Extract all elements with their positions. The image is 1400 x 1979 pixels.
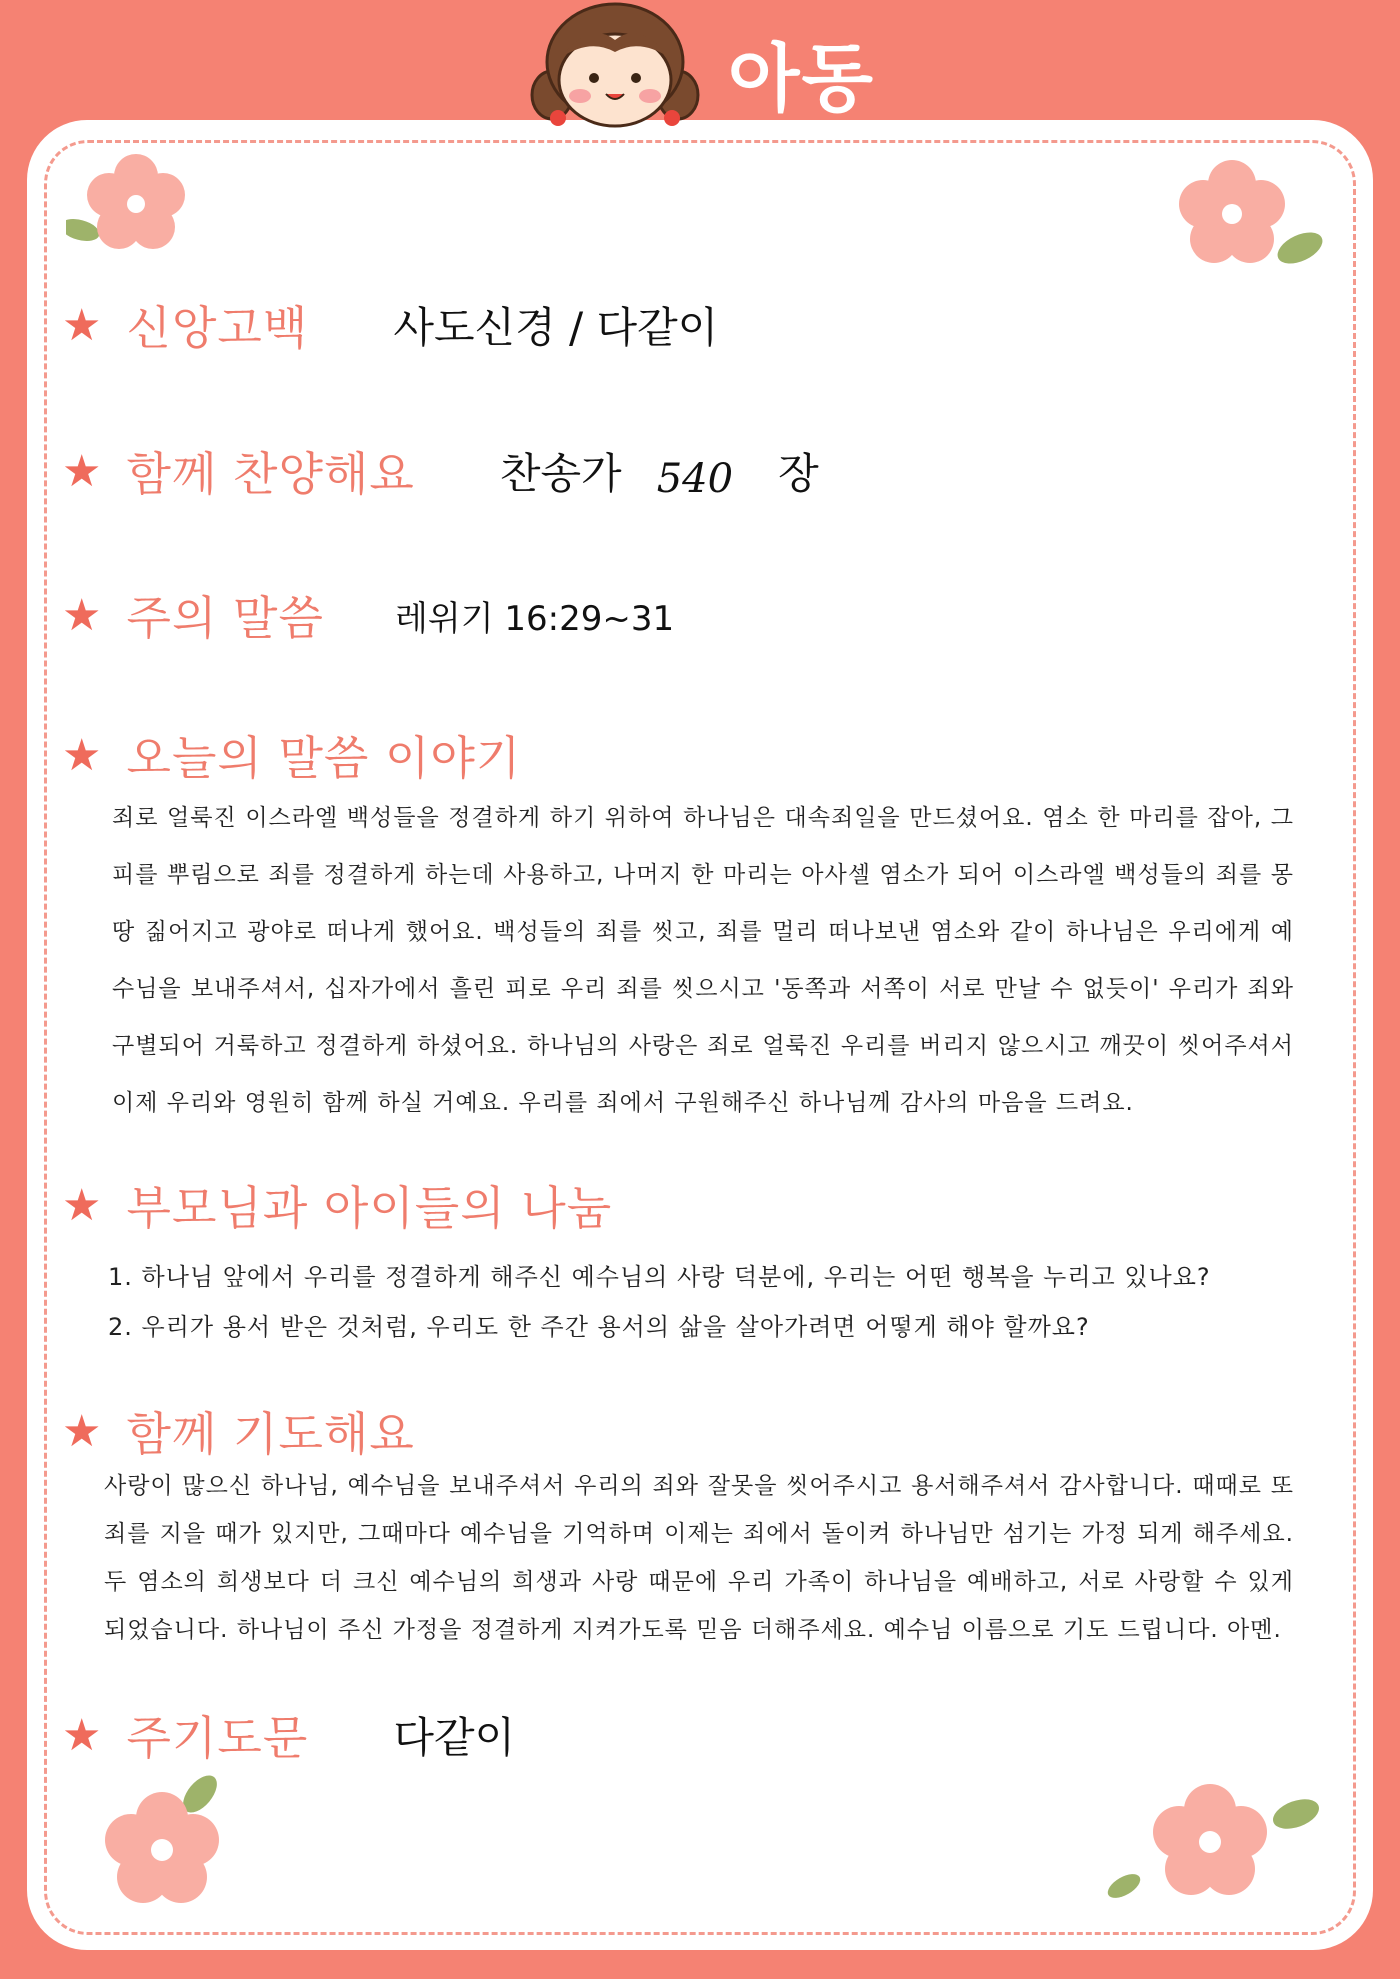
flower-icon <box>88 1768 258 1908</box>
star-icon: ★ <box>62 1709 102 1761</box>
flower-icon <box>1160 152 1330 272</box>
star-icon: ★ <box>62 299 102 351</box>
hymn-suffix: 장 <box>778 449 819 498</box>
section-heading: 함께 기도해요 <box>126 1407 415 1461</box>
section-heading: 함께 찬양해요 <box>126 447 415 501</box>
page-title: 아동 <box>728 36 875 122</box>
star-icon: ★ <box>62 589 102 641</box>
section-scripture <box>62 582 674 648</box>
section-heading: 주기도문 <box>126 1711 309 1765</box>
section-heading: 주의 말씀 <box>126 591 324 645</box>
sharing-questions <box>108 1252 1211 1352</box>
section-heading: 오늘의 말씀 이야기 <box>126 731 522 785</box>
section-hymn <box>62 438 819 504</box>
section-sharing <box>62 1172 612 1238</box>
flower-icon <box>1100 1780 1330 1910</box>
section-story <box>62 722 521 788</box>
story-text: 죄로 얼룩진 이스라엘 백성들을 정결하게 하기 위하여 하나님은 대속죄일을 만드셨어요. 염소 한 마리를 잡아, 그 피를 뿌림으로 죄를 정결하게 하는데 사용하고, 나머지 한 마리는 아사셀 염소가 되어 이스라엘 백성들의 죄를 몽땅 짊어지고 광야로 떠나게 했어요. 백성들의 죄를 씻고, 죄를 멀리 떠나보낸 염소와 같이 하나님은 우리에게 예수님을 보내주셔서, 십자가에서 흘린 피로 우리 죄를 씻으시고 '동쪽과 서쪽이 서로 만날 수 없듯이' 우리가 죄와 구별되어 거룩하고 정결하게 하셨어요. 하나님의 사랑은 죄로 얼룩진 우리를 버리지 않으시고 깨끗이 씻어주셔서 이제 우리와 영원히 함께 하실 거예요. 우리를 죄에서 구원해주신 하나님께 감사의 마음을 드려요. <box>112 805 1294 1116</box>
section-heading: 신앙고백 <box>126 301 309 355</box>
lords-prayer-value: 다같이 <box>393 1713 516 1762</box>
girl-face-icon <box>530 0 700 140</box>
list-item: 1. 하나님 앞에서 우리를 정결하게 해주신 예수님의 사랑 덕분에, 우리는 어떤 행복을 누리고 있나요? <box>108 1263 1211 1291</box>
creed-value: 사도신경 / 다같이 <box>393 303 719 352</box>
scripture-reference: 레위기 16:29~31 <box>395 598 675 639</box>
section-lords-prayer <box>62 1702 515 1768</box>
hymn-number: 540 <box>656 456 734 502</box>
list-item: 2. 우리가 용서 받은 것처럼, 우리도 한 주간 용서의 삶을 살아가려면 어떻게 해야 할까요? <box>108 1313 1090 1341</box>
section-prayer <box>62 1398 415 1464</box>
star-icon: ★ <box>62 1179 102 1231</box>
star-icon: ★ <box>62 445 102 497</box>
star-icon: ★ <box>62 1405 102 1457</box>
prayer-text: 사랑이 많으신 하나님, 예수님을 보내주셔서 우리의 죄와 잘못을 씻어주시고 용서해주셔서 감사합니다. 때때로 또 죄를 지을 때가 있지만, 그때마다 예수님을 기억하며 이제는 죄에서 돌이켜 하나님만 섬기는 가정 되게 해주세요. 두 염소의 희생보다 더 크신 예수님의 희생과 사랑 때문에 우리 가족이 하나님을 예배하고, 서로 사랑할 수 있게 되었습니다. 하나님이 주신 가정을 정결하게 지켜가도록 믿음 더해주세요. 예수님 이름으로 기도 드립니다. 아멘. <box>104 1473 1294 1643</box>
flower-icon <box>66 152 196 262</box>
star-icon: ★ <box>62 729 102 781</box>
section-creed <box>62 292 718 358</box>
section-heading: 부모님과 아이들의 나눔 <box>126 1181 613 1235</box>
hymn-prefix: 찬송가 <box>499 449 622 498</box>
